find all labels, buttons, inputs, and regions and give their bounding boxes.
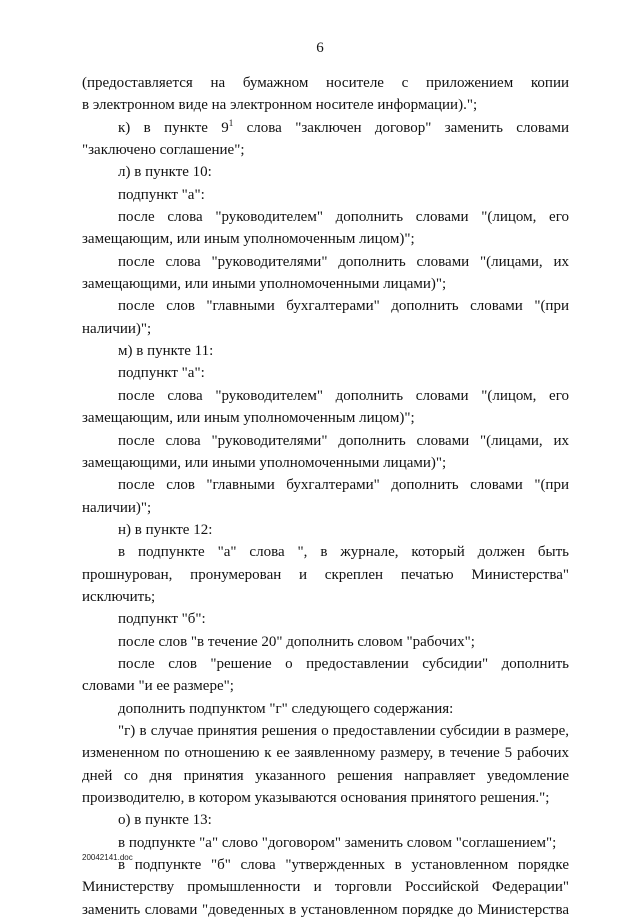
text-line [82, 228, 569, 250]
text-line-content: в подпункте "б" слова "утвержденных в установленном порядке [118, 857, 569, 874]
text-line [82, 474, 569, 496]
text-line [82, 698, 569, 720]
text-line-content: подпункт "б": [118, 611, 206, 628]
text-line [82, 452, 569, 474]
text-line [82, 184, 569, 206]
text-line-content: замещающим, или иным уполномоченным лицом)"; [82, 231, 415, 248]
text-line [82, 407, 569, 429]
document-filename: 20042141.doc [82, 853, 133, 862]
text-line-content: после слова "руководителями" дополнить словами "(лицами, их [118, 432, 569, 449]
text-line [82, 541, 569, 563]
text-line [82, 161, 569, 183]
text-line-content: словами "и ее размере"; [82, 678, 234, 695]
text-line [82, 564, 569, 586]
text-line-content: подпункт "а": [118, 186, 205, 203]
body-text [82, 72, 569, 921]
text-line-content: в подпункте "а" слово "договором" заменить словом "соглашением"; [118, 834, 557, 851]
text-line-content: прошнурован, пронумерован и скреплен печатью Министерства" [82, 566, 569, 583]
text-line-content: м) в пункте 11: [118, 343, 214, 360]
text-line-content: после слов "в течение 20" дополнить словом "рабочих"; [118, 633, 475, 650]
text-line [82, 854, 569, 876]
text-line-content: после слов "решение о предоставлении субсидии" дополнить [118, 655, 569, 672]
text-line [82, 206, 569, 228]
text-line-content: к) в пункте 9 [118, 119, 229, 136]
text-line-content: о) в пункте 13: [118, 812, 212, 829]
text-line [82, 497, 569, 519]
text-line [82, 117, 569, 139]
text-line [82, 295, 569, 317]
text-line [82, 631, 569, 653]
text-line [82, 519, 569, 541]
text-line [82, 94, 569, 116]
text-line [82, 608, 569, 630]
text-line-content: "заключено соглашение"; [82, 142, 245, 159]
text-line-content: наличии)"; [82, 499, 152, 516]
text-line-content: замещающим, или иным уполномоченным лицом)"; [82, 410, 415, 427]
text-line-content: после слов "главными бухгалтерами" дополнить словами "(при [118, 298, 569, 315]
text-line-content: в электронном виде на электронном носителе информации)."; [82, 97, 478, 114]
text-line [82, 139, 569, 161]
text-line-content: в подпункте "а" слова ", в журнале, который должен быть [118, 544, 569, 561]
text-line-content: производителю, в котором указываются основания принятого решения."; [82, 790, 550, 806]
text-line [82, 899, 569, 921]
text-line [82, 809, 569, 831]
text-line [82, 340, 569, 362]
text-line [82, 675, 569, 697]
text-line [82, 430, 569, 452]
text-line-content: после слова "руководителем" дополнить словами "(лицом, его [118, 209, 569, 226]
text-line-content: "г) в случае принятия решения о предоставлении субсидии в размере, [118, 722, 569, 739]
text-line [82, 251, 569, 273]
text-line-content: (предоставляется на бумажном носителе с приложением копии [82, 75, 569, 91]
text-line [82, 742, 569, 764]
text-line-content: заменить словами "доведенных в установленном порядке до Министерства [82, 901, 569, 918]
text-line-content: после слова "руководителями" дополнить словами "(лицами, их [118, 253, 569, 270]
text-line [82, 362, 569, 384]
text-line [82, 787, 569, 809]
text-line [82, 765, 569, 787]
text-line [82, 876, 569, 898]
text-line-content: измененном по отношению к ее заявленному размеру, в течение 5 рабочих [82, 745, 569, 762]
text-line [82, 273, 569, 295]
text-line [82, 318, 569, 340]
superscript: 1 [228, 117, 234, 128]
text-line-content: после слова "руководителем" дополнить словами "(лицом, его [118, 387, 569, 404]
text-line-content: дней со дня принятия указанного решения направляет уведомление [82, 767, 569, 784]
text-line-continuation: слова "заключен договор" заменить словами [233, 119, 569, 136]
text-line [82, 832, 569, 854]
text-line-content: после слов "главными бухгалтерами" дополнить словами "(при [118, 477, 569, 494]
text-line [82, 653, 569, 675]
text-line-content: подпункт "а": [118, 365, 205, 382]
text-line-content: н) в пункте 12: [118, 521, 213, 538]
page-number: 6 [316, 40, 324, 56]
text-line-content: исключить; [82, 588, 156, 605]
text-line-content: Министерству промышленности и торговли Российской Федерации" [82, 879, 569, 896]
text-line-content: дополнить подпунктом "г" следующего содержания: [118, 700, 454, 717]
text-line-content: замещающими, или иными уполномоченными лицами)"; [82, 454, 447, 471]
text-line [82, 385, 569, 407]
text-line [82, 720, 569, 742]
text-line-content: замещающими, или иными уполномоченными лицами)"; [82, 276, 447, 293]
text-line-content: л) в пункте 10: [118, 164, 212, 181]
text-line [82, 586, 569, 608]
text-line-content: наличии)"; [82, 320, 152, 337]
text-line [82, 72, 569, 94]
